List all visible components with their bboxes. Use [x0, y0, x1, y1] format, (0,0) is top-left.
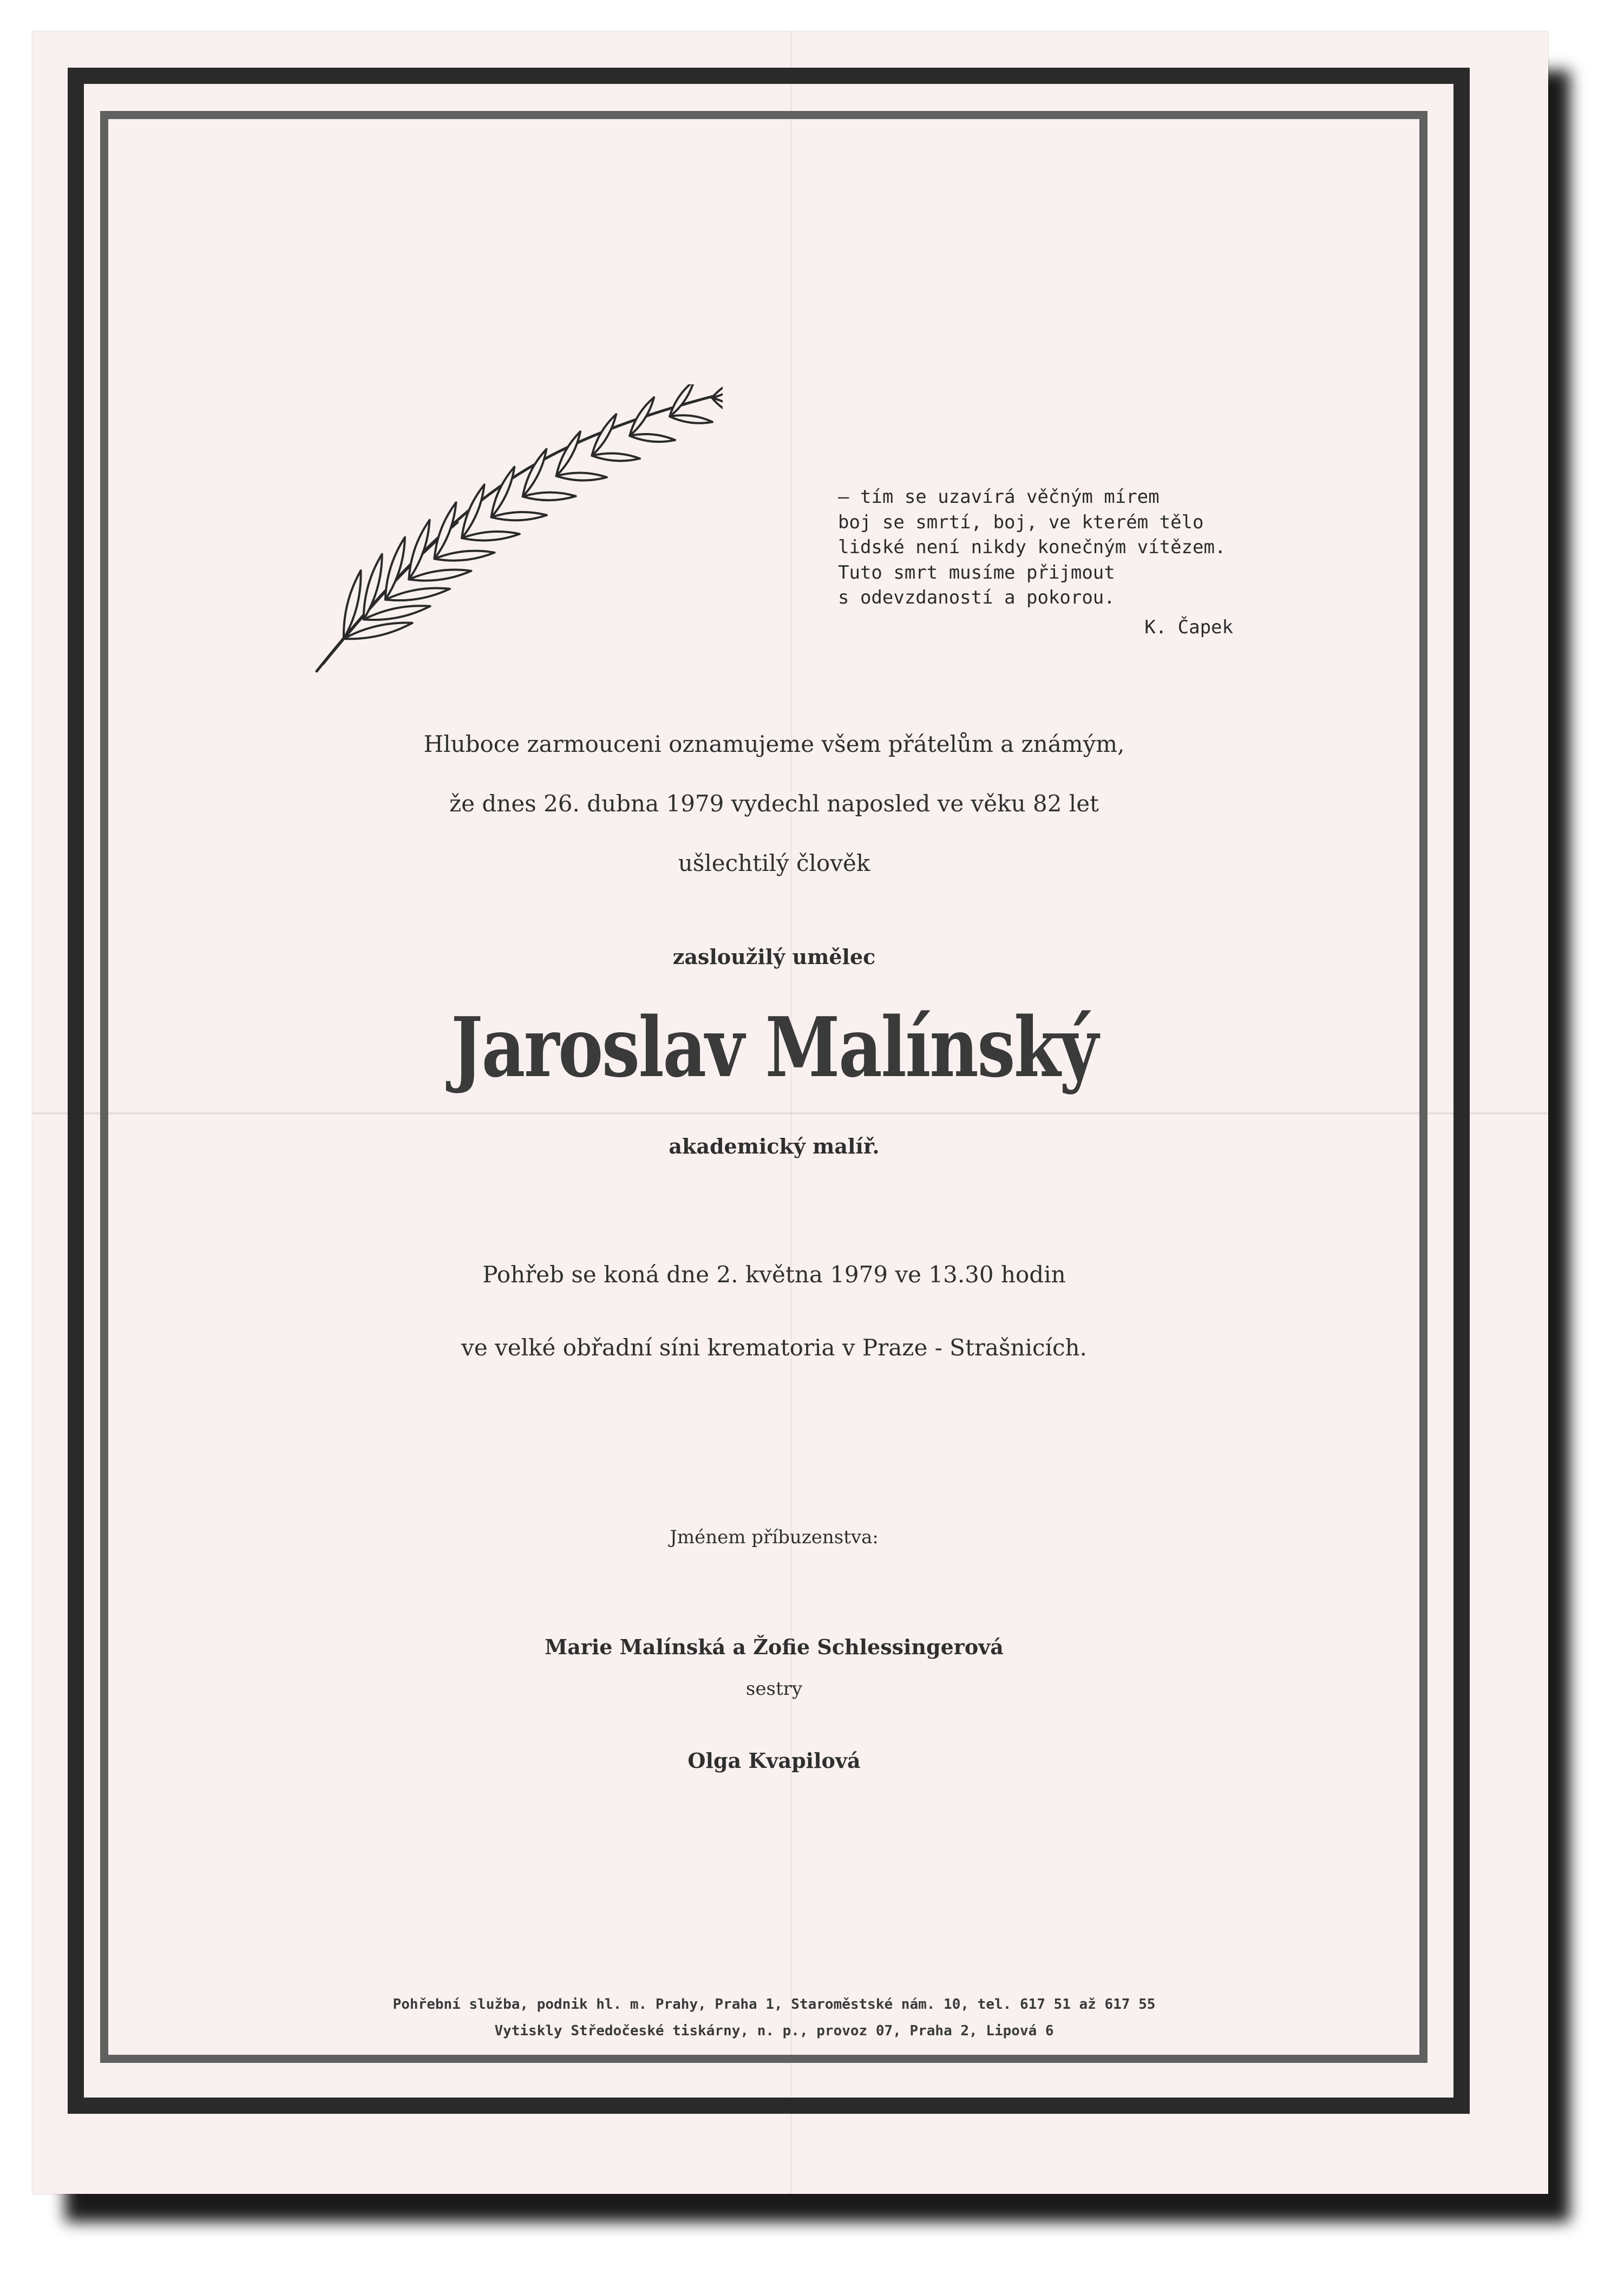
- family-other: Olga Kvapilová: [687, 1748, 861, 1773]
- sprig-leaf: [385, 588, 450, 600]
- sprig-leaf: [630, 397, 654, 436]
- sprig-leaf: [462, 532, 520, 540]
- capek-quote: [838, 484, 1249, 640]
- sprig-leaf: [670, 384, 694, 416]
- sprig-leaf: [492, 512, 547, 520]
- footer-printer: Vytiskly Středočeské tiskárny, n. p., provoz 07, Praha 2, Lipová 6: [494, 2023, 1054, 2039]
- sprig-leaf: [364, 606, 430, 620]
- footer-funeral-service: Pohřební služba, podnik hl. m. Prahy, Praha 1, Staroměstské nám. 10, tel. 617 51 až 617 55: [392, 1996, 1156, 2013]
- palm-sprig-icon: [311, 384, 723, 677]
- sprig-leaf: [434, 551, 494, 561]
- quote-line: — tím se uzavírá věčným mírem: [838, 486, 1160, 508]
- family-sisters-label: sestry: [745, 1678, 803, 1700]
- quote-line: s odevzdaností a pokorou.: [838, 587, 1115, 608]
- sprig-leaf: [556, 473, 607, 480]
- quote-author: K. Čapek: [1144, 616, 1233, 638]
- honor-title: zasloužilý umělec: [672, 945, 876, 969]
- quote-line: Tuto smrt musíme přijmout: [838, 561, 1115, 584]
- funeral-line-1: Pohřeb se koná dne 2. května 1979 ve 13.30 hodin: [482, 1261, 1066, 1288]
- family-sisters-names: Marie Malínská a Žofie Schlessingerová: [545, 1635, 1004, 1659]
- quote-line: boj se smrtí, boj, ve kterém tělo: [838, 511, 1204, 533]
- sprig-leaf: [592, 453, 640, 461]
- announcement-line-3: ušlechtilý člověk: [678, 850, 870, 876]
- quote-line: lidské není nikdy konečným vítězem.: [838, 536, 1226, 558]
- sprig-leaf: [492, 467, 515, 517]
- family-heading: Jménem příbuzenstva:: [670, 1526, 879, 1548]
- sprig-leaf: [434, 502, 456, 559]
- sprig-leaf: [523, 449, 547, 497]
- sprig-leaf: [712, 398, 723, 419]
- announcement-line-2: že dnes 26. dubna 1979 vydechl naposled ve věku 82 let: [449, 790, 1099, 817]
- sprig-leaf: [630, 434, 675, 442]
- sprig-leaf: [409, 569, 471, 580]
- profession: akademický malíř.: [669, 1134, 880, 1158]
- announcement-line-1: Hluboce zarmouceni oznamujeme všem přátelům a známým,: [423, 731, 1125, 757]
- sprig-leaf: [670, 415, 712, 423]
- sprig-leaf: [556, 431, 581, 476]
- sprig-leaf: [523, 493, 576, 501]
- sprig-leaf: [364, 554, 382, 620]
- sprig-leaf: [385, 538, 405, 600]
- sprig-leaf: [712, 384, 723, 398]
- sprig-leaf: [462, 484, 484, 538]
- deceased-name: Jaroslav Malínský: [451, 999, 1097, 1096]
- funeral-line-2: ve velké obřadní síni krematoria v Praze - Strašnicích.: [461, 1334, 1087, 1361]
